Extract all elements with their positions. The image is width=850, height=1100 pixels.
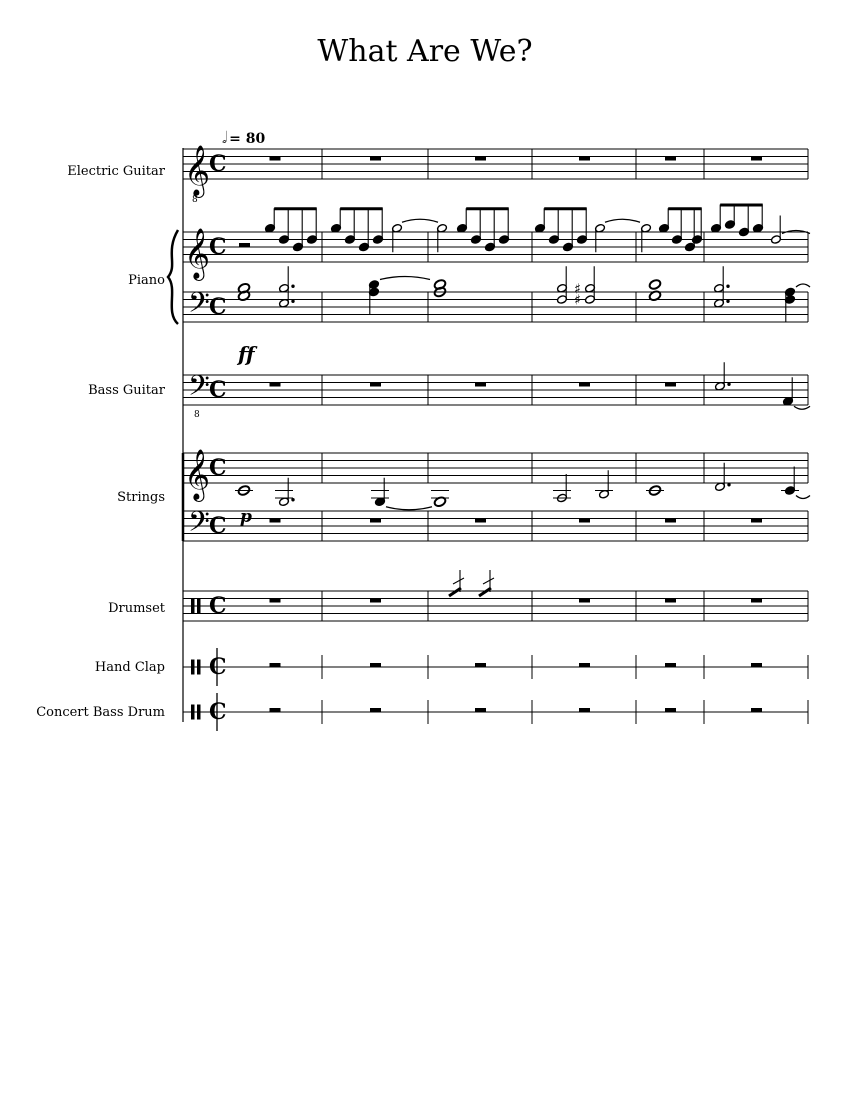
whole-rest [270, 663, 281, 667]
whole-rest [270, 708, 281, 712]
treble-clef-icon: 𝄞 [184, 449, 211, 500]
instrument-label-strings: Strings [117, 490, 165, 505]
whole-rest [665, 708, 676, 712]
whole-note [648, 279, 661, 291]
beam [544, 207, 587, 210]
dynamic-p: p [240, 507, 252, 527]
whole-rest [751, 599, 762, 603]
common-time-icon: C [209, 234, 227, 260]
bass-clef-icon: 𝄢 [188, 286, 210, 327]
common-time-icon: C [209, 513, 227, 539]
whole-rest [475, 157, 486, 161]
common-time-icon: C [209, 455, 227, 481]
common-time-icon: C [209, 593, 227, 619]
whole-rest [270, 599, 281, 603]
instrument-label-hand-clap: Hand Clap [94, 660, 165, 675]
dot [727, 483, 730, 486]
octave-8-mark: 8 [192, 195, 198, 205]
dot [291, 498, 294, 501]
tremolo-slash [483, 578, 494, 584]
instrument-label-piano: Piano [128, 273, 165, 288]
whole-rest [370, 663, 381, 667]
whole-rest [475, 519, 486, 523]
sharp-sign: ♯ [574, 292, 581, 309]
dynamic-ff: ff [238, 342, 255, 366]
whole-rest [370, 383, 381, 387]
beam [340, 207, 383, 210]
whole-rest [475, 708, 486, 712]
whole-rest [579, 383, 590, 387]
whole-rest [751, 708, 762, 712]
whole-rest [270, 157, 281, 161]
tie [386, 507, 432, 510]
common-time-icon: C [209, 699, 227, 725]
whole-rest [579, 519, 590, 523]
common-time-icon: C [209, 151, 227, 177]
beam [668, 207, 702, 210]
percussion-clef-icon [197, 660, 201, 675]
whole-rest [751, 157, 762, 161]
slash-notehead [479, 588, 491, 596]
bass-clef-icon: 𝄢 [188, 369, 210, 410]
slash-notehead [449, 588, 461, 596]
beam [274, 207, 317, 210]
dot [727, 383, 730, 386]
common-time-icon: C [209, 294, 227, 320]
common-time-icon: C [209, 377, 227, 403]
tempo-value: = 80 [229, 131, 266, 147]
tie [605, 219, 640, 222]
whole-rest [665, 663, 676, 667]
bass-clef-icon: 𝄢 [188, 505, 210, 546]
whole-rest [751, 663, 762, 667]
whole-rest [370, 157, 381, 161]
percussion-clef-icon [191, 705, 195, 720]
whole-rest [579, 157, 590, 161]
dot [291, 300, 294, 303]
treble-clef-icon: 𝄞 [184, 145, 211, 196]
instrument-label-drumset: Drumset [108, 601, 165, 616]
dot [726, 285, 729, 288]
common-time-icon: C [209, 654, 227, 680]
beam [466, 207, 509, 210]
whole-rest [665, 157, 676, 161]
half-note-icon: 𝅗𝅥 [222, 128, 228, 147]
instrument-label-concert-bass-drum: Concert Bass Drum [36, 705, 165, 720]
whole-rest [270, 383, 281, 387]
instrument-label-electric-guitar: Electric Guitar [67, 164, 165, 179]
tie [380, 277, 430, 280]
tie [402, 219, 438, 222]
percussion-clef-icon [191, 599, 195, 614]
percussion-clef-icon [197, 599, 201, 614]
tie [796, 284, 810, 287]
dot [726, 300, 729, 303]
whole-rest [665, 519, 676, 523]
treble-clef-icon: 𝄞 [184, 228, 211, 279]
piano-brace-icon [168, 230, 178, 324]
notehead [648, 279, 661, 291]
instrument-label-bass-guitar: Bass Guitar [88, 383, 165, 398]
tie [794, 406, 810, 409]
dot [291, 285, 294, 288]
whole-rest [370, 599, 381, 603]
score-title: What Are We? [317, 34, 533, 69]
whole-rest [475, 383, 486, 387]
whole-rest [579, 708, 590, 712]
whole-rest [370, 519, 381, 523]
whole-rest [370, 708, 381, 712]
tie [796, 496, 810, 499]
beam [720, 204, 763, 207]
percussion-clef-icon [191, 660, 195, 675]
whole-rest [475, 663, 486, 667]
percussion-clef-icon [197, 705, 201, 720]
whole-rest [751, 519, 762, 523]
whole-rest [665, 599, 676, 603]
whole-rest [665, 383, 676, 387]
half-rest [239, 243, 250, 247]
sharp-sign: ♯ [574, 281, 581, 298]
octave-8-mark: 8 [194, 410, 200, 420]
whole-rest [579, 663, 590, 667]
whole-rest [270, 519, 281, 523]
whole-rest [579, 599, 590, 603]
tremolo-slash [453, 578, 464, 584]
